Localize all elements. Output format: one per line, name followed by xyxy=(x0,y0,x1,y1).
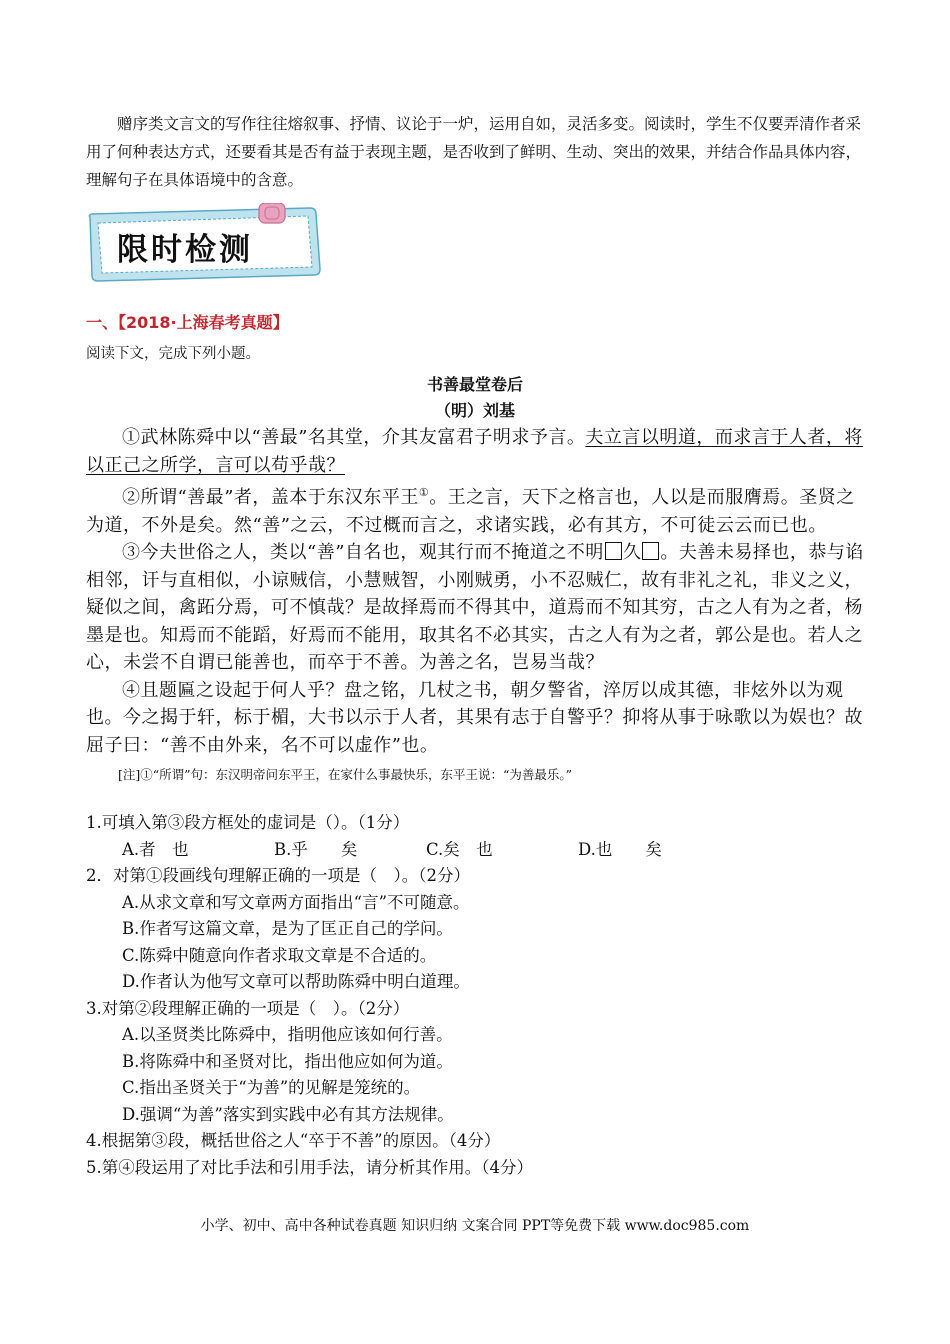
paragraph-3-text-cont: 。夫善未易择也，恭与谄相邻，讦与直相似，小谅贼信，小慧贼智，小刚贼勇，小不忍贼仁，故有非礼之礼，非义之义，疑似之间，禽跖分焉，可不慎哉？是故择焉而不得其中，道焉而不知其穷，古之人有为之者，杨墨是也。知焉而不能蹈，好焉而不能用，取其名不必其实，古之人有为之者，郭公是也。若人之心，未尝不自谓已能善也，而卒于不善。为善之名，岂易当哉？ xyxy=(86,542,864,673)
option-c: C.矣 也 xyxy=(426,839,493,859)
paragraph-3-mid: 久 xyxy=(622,542,642,563)
paragraph-4: ④且题匾之设起于何人乎？盘之铭，几杖之书，朝夕警省，淬厉以成其德，非炫外以为观也。今之揭于轩，标于楣，大书以示于人者，其果有志于自警乎？抑将从事于咏歌以为娱也？故屈子曰：“善不由外来，名不可以虚作”也。 xyxy=(86,679,863,756)
footnote-marker: ① xyxy=(418,486,430,499)
paragraph-3-text: ③今夫世俗之人，类以“善”自名也，观其行而不掩道之不明 xyxy=(122,542,604,563)
question-3: 3.对第②段理解正确的一项是（ ）。（2分） xyxy=(86,998,410,1018)
option-d: D.作者认为他写文章可以帮助陈舜中明白道理。 xyxy=(122,972,470,991)
section-heading: 一、【2018·上海春考真题】 xyxy=(86,313,289,332)
footer-text: 小学、初中、高中各种试卷真题 知识归纳 文案合同 PPT等免费下载 www.doc985.com xyxy=(200,1218,750,1234)
option-c: C.陈舜中随意向作者求取文章是不合适的。 xyxy=(122,945,437,965)
option-c: C.指出圣贤关于“为善”的见解是笼统的。 xyxy=(122,1078,421,1097)
option-b: B.乎 矣 xyxy=(274,839,358,859)
paragraph-2 xyxy=(86,479,866,539)
option-d: D.也 矣 xyxy=(578,839,662,859)
paragraph-2-text-cont: 。王之言，天下之格言也，人以是而服膺焉。圣贤之为道，不外是矣。然“善”之云，不过概而言之，求诸实践，必有其方，不可徒云云而已也。 xyxy=(86,487,855,536)
paragraph-1 xyxy=(86,424,866,479)
banner-graphic xyxy=(84,203,324,285)
paragraph-1-text: ①武林陈舜中以“善最”名其堂，介其友富君子明求予言。 xyxy=(122,427,586,448)
banner-label: 限时检测 xyxy=(117,232,253,268)
option-a: A.者 也 xyxy=(122,839,189,859)
question-list xyxy=(86,810,886,1181)
underlined-sentence: 夫立言以明道，而求言于人者，将以正己之所学，言可以苟乎哉？ xyxy=(86,427,863,476)
paragraph-3 xyxy=(86,539,866,677)
option-a: A.从求文章和写文章两方面指出“言”不可随意。 xyxy=(122,892,470,912)
question-5: 5.第④段运用了对比手法和引用手法，请分析其作用。（4分） xyxy=(86,1157,533,1177)
paperclip-icon xyxy=(259,203,285,223)
passage-title: 书善最堂卷后 xyxy=(426,375,523,394)
question-4: 4.根据第③段，概括世俗之人“卒于不善”的原因。（4分） xyxy=(86,1131,501,1150)
section-banner xyxy=(84,203,324,285)
option-b: B.将陈舜中和圣贤对比，指出他应如何为道。 xyxy=(122,1051,453,1071)
passage-body xyxy=(86,424,866,759)
question-1: 1.可填入第③段方框处的虚词是（）。（1分） xyxy=(86,813,410,832)
blank-box xyxy=(642,542,659,560)
paragraph-2-text: ②所谓“善最”者，盖本于东汉东平王 xyxy=(122,487,419,508)
intro-paragraph: 赠序类文言文的写作往往熔叙事、抒情、议论于一炉，运用自如，灵活多变。阅读时，学生不仅要弄清作者采用了何种表达方式，还要看其是否有益于表现主题，是否收到了鲜明、生动、突出的效果，并结合作品具体内容，理解句子在具体语境中的含意。 xyxy=(86,115,862,189)
option-a: A.以圣贤类比陈舜中，指明他应该如何行善。 xyxy=(122,1025,453,1044)
passage-author: （明）刘基 xyxy=(434,401,515,420)
blank-box xyxy=(605,542,622,560)
question-1-options xyxy=(86,837,886,864)
footnote: [注]①“所谓”句：东汉明帝问东平王，在家什么事最快乐，东平王说：“为善最乐。” xyxy=(118,767,573,782)
instruction-text: 阅读下文，完成下列小题。 xyxy=(86,346,260,362)
option-d: D.强调“为善”落实到实践中必有其方法规律。 xyxy=(122,1104,454,1124)
question-2: 2．对第①段画线句理解正确的一项是（ ）。（2分） xyxy=(86,866,470,885)
option-b: B.作者写这篇文章，是为了匡正自己的学问。 xyxy=(122,919,453,938)
